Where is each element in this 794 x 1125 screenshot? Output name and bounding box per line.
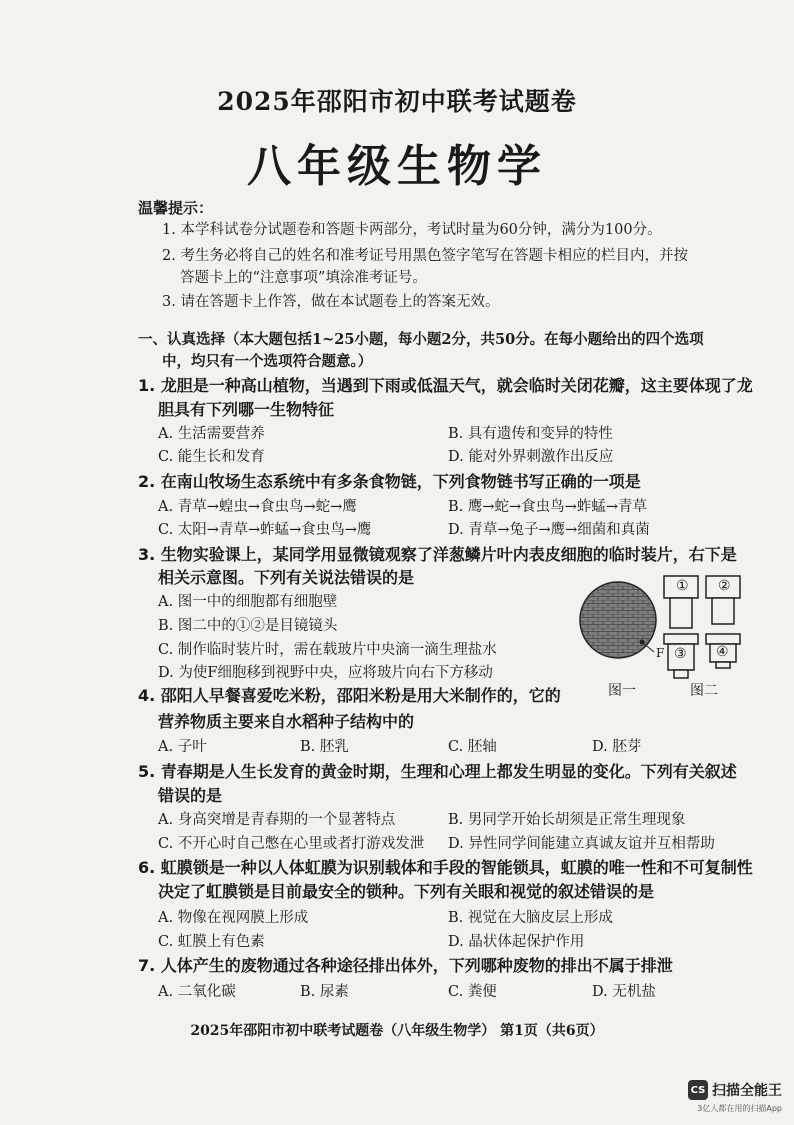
lens-3-top: [664, 634, 698, 644]
q5-option-d: D. 异性同学间能建立真诚友谊并互相帮助: [448, 836, 715, 852]
q4-option-d: D. 胚芽: [592, 739, 642, 755]
section-header-line1: 一、认真选择（本大题包括1~25小题，每小题2分，共50分。在每小题给出的四个选项: [138, 331, 704, 348]
q7-option-b: B. 尿素: [300, 984, 349, 1000]
figure-2-caption: 图二: [690, 683, 718, 699]
cell-f-label: F: [656, 646, 665, 660]
q7-option-d: D. 无机盐: [592, 984, 656, 1000]
q1-option-a: A. 生活需要营养: [158, 426, 265, 442]
section-header-line2: 中，均只有一个选项符合题意。）: [162, 353, 373, 370]
q3-option-a: A. 图一中的细胞都有细胞壁: [158, 594, 338, 610]
watermark-tagline: 3亿人都在用的扫描App: [697, 1104, 782, 1113]
tip-2-cont: 答题卡上的“注意事项”填涂准考证号。: [180, 270, 427, 286]
q1-stem-line1: 1. 龙胆是一种高山植物，当遇到下雨或低温天气，就会临时关闭花瓣，这主要体现了龙: [138, 376, 753, 395]
q3-figures: [578, 572, 748, 702]
q6-stem-line1: 6. 虹膜锁是一种以人体虹膜为识别载体和手段的智能锁具，虹膜的唯一性和不可复制性: [138, 858, 753, 877]
q4-option-a: A. 子叶: [158, 739, 207, 755]
lens-label-2: ②: [718, 578, 731, 594]
q2-option-a: A. 青草→蝗虫→食虫鸟→蛇→鹰: [158, 499, 357, 515]
q5-option-b: B. 男同学开始长胡须是正常生理现象: [448, 812, 686, 828]
q5-option-a: A. 身高突增是青春期的一个显著特点: [158, 812, 396, 828]
q7-stem: 7. 人体产生的废物通过各种途径排出体外，下列哪种废物的排出不属于排泄: [138, 956, 673, 975]
lens-4-tip: [716, 662, 730, 668]
q6-stem-line2: 决定了虹膜锁是目前最安全的锁种。下列有关眼和视觉的叙述错误的是: [158, 882, 655, 901]
page-footer: 2025年邵阳市初中联考试题卷（八年级生物学） 第1页（共6页）: [190, 1023, 604, 1039]
watermark-app-name: 扫描全能王: [712, 1083, 782, 1099]
q2-stem: 2. 在南山牧场生态系统中有多条食物链，下列食物链书写正确的一项是: [138, 472, 641, 491]
q7-option-a: A. 二氧化碳: [158, 984, 236, 1000]
q1-option-b: B. 具有遗传和变异的特性: [448, 426, 613, 442]
scanner-watermark: [688, 1080, 782, 1100]
tip-1: 1. 本学科试卷分试题卷和答题卡两部分，考试时量为60分钟，满分为100分。: [162, 222, 662, 238]
q3-stem-line2: 相关示意图。下列有关说法错误的是: [158, 568, 415, 587]
lens-4-top: [706, 634, 740, 644]
q3-option-b: B. 图二中的①②是目镜镜头: [158, 618, 338, 634]
q2-option-b: B. 鹰→蛇→食虫鸟→蚱蜢→青草: [448, 499, 647, 515]
q6-option-a: A. 物像在视网膜上形成: [158, 910, 309, 926]
field-of-view: [580, 582, 656, 658]
q5-stem-line1: 5. 青春期是人生长发育的黄金时期，生理和心理上都发生明显的变化。下列有关叙述: [138, 762, 737, 781]
q5-option-c: C. 不开心时自己憋在心里或者打游戏发泄: [158, 836, 425, 852]
q1-stem-line2: 胆具有下列哪一生物特征: [158, 400, 335, 419]
exam-title: 2025年邵阳市初中联考试题卷: [217, 87, 577, 116]
lens-3-tip: [674, 670, 688, 678]
q1-option-d: D. 能对外界刺激作出反应: [448, 449, 614, 465]
q2-option-c: C. 太阳→青草→蚱蜢→食虫鸟→鹰: [158, 522, 372, 538]
tips-heading: 温馨提示：: [138, 199, 214, 217]
q6-option-c: C. 虹膜上有色素: [158, 934, 265, 950]
lens-label-3: ③: [674, 646, 687, 662]
q2-option-d: D. 青草→兔子→鹰→细菌和真菌: [448, 522, 650, 538]
subject-title: 八年级生物学: [247, 141, 547, 192]
lens-label-1: ①: [676, 578, 689, 594]
q4-option-c: C. 胚轴: [448, 739, 497, 755]
q3-option-d: D. 为使F细胞移到视野中央，应将玻片向右下方移动: [158, 665, 493, 681]
q5-stem-line2: 错误的是: [158, 786, 223, 805]
q3-option-c: C. 制作临时装片时，需在载玻片中央滴一滴生理盐水: [158, 642, 497, 658]
figure-1-caption: 图一: [608, 683, 636, 699]
tip-3: 3. 请在答题卡上作答，做在本试题卷上的答案无效。: [162, 294, 500, 310]
q4-stem-line1: 4. 邵阳人早餐喜爱吃米粉，邵阳米粉是用大米制作的，它的: [138, 686, 561, 705]
q1-option-c: C. 能生长和发育: [158, 449, 265, 465]
lens-2-tube: [712, 598, 734, 624]
q3-stem-line1: 3. 生物实验课上，某同学用显微镜观察了洋葱鳞片叶内表皮细胞的临时装片，右下是: [138, 545, 737, 564]
q6-option-d: D. 晶状体起保护作用: [448, 934, 585, 950]
tip-2: 2. 考生务必将自己的姓名和准考证号用黑色签字笔写在答题卡相应的栏目内，并按: [162, 248, 688, 264]
q4-stem-line2: 营养物质主要来自水稻种子结构中的: [158, 712, 415, 731]
q7-option-c: C. 粪便: [448, 984, 497, 1000]
lens-label-4: ④: [716, 644, 729, 660]
q6-option-b: B. 视觉在大脑皮层上形成: [448, 910, 613, 926]
q4-option-b: B. 胚乳: [300, 739, 349, 755]
camscanner-logo-icon: CS: [688, 1080, 708, 1100]
lens-1-tube: [670, 598, 692, 628]
